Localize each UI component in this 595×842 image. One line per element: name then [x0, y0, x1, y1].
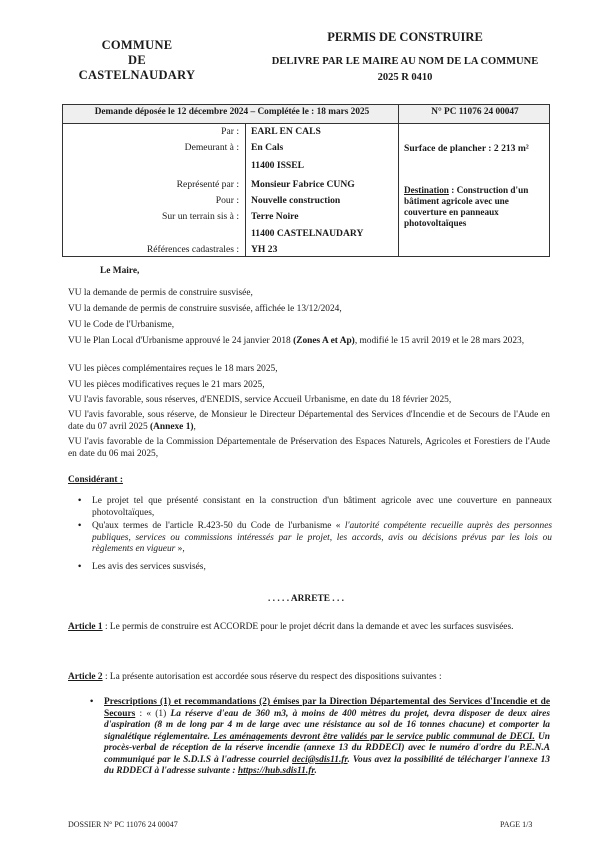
url-link[interactable]: https://hub.sdis11.fr	[237, 766, 315, 776]
considerant-item: • Le projet tel que présenté consistant en la construction d'un bâtiment agricole avec une couverture en panneaux photovoltaïques,	[92, 496, 552, 519]
vu-line: VU la demande de permis de construire susvisée,	[68, 288, 253, 298]
row-value: En Cals	[251, 142, 284, 153]
presc-text: Un procès-verbal de réception de la réserve incendie (annexe 13 du RDDECI) avec le numéro d'ordre du P.E.N.A communiqué par le S.D.I.S à l'adresse courriel	[104, 731, 550, 765]
demande-date: Demande déposée le 12 décembre 2024 – Complétée le : 18 mars 2025	[94, 107, 370, 117]
presc-text: : « (1)	[135, 708, 171, 719]
row-value: EARL EN CALS	[251, 126, 321, 137]
vu-line: VU la demande de permis de construire susvisée, affichée le 13/12/2024,	[68, 304, 342, 314]
permit-number: 2025 R 0410	[377, 72, 433, 83]
pc-number: N° PC 11076 24 00047	[431, 107, 519, 117]
presc-text: Les aménagements devront être validés par le service public communal de DECI.	[210, 731, 535, 742]
considerant-item	[92, 521, 552, 556]
plu-text: , modifié le 15 avril 2019 et le 28 mars 2023,	[354, 336, 525, 346]
row-label: Représenté par :	[176, 179, 239, 190]
document-subtitle	[240, 54, 570, 86]
destination-label: Destination	[404, 185, 449, 195]
le-maire: Le Maire,	[100, 266, 140, 276]
article-1	[68, 622, 550, 634]
row-value: Monsieur Fabrice CUNG	[251, 179, 355, 190]
presc-text: .	[314, 766, 317, 776]
plu-zones: (Zones A et Ap)	[293, 336, 355, 346]
commune-name	[62, 38, 212, 83]
considerant-heading: Considérant :	[68, 475, 123, 485]
row-value: 11400 ISSEL	[251, 160, 305, 171]
arrete-heading: . . . . . ARRETE . . .	[267, 594, 345, 604]
table-divider	[245, 123, 246, 256]
presc-text: La réserve d'eau de 360 m3, à moins de 400 mètres du projet, devra disposer de deux aires d'aspiration (8 m de long par 4 m de large avec une résistance au sol de 16 tonnes chacune) et comporter la signalétique réglementaire.	[104, 708, 550, 742]
vu-line: VU le Code de l'Urbanisme,	[68, 320, 175, 330]
footer-page: PAGE 1/3	[500, 820, 533, 829]
row-label: Par :	[221, 126, 239, 137]
article-text: : Le permis de construire est ACCORDE pour le projet décrit dans la demande et avec les surfaces susvisées.	[102, 622, 514, 632]
article-label: Article 1	[68, 622, 103, 632]
row-label: Références cadastrales :	[146, 244, 239, 255]
vu-sdis	[68, 410, 550, 433]
surface-plancher: Surface de plancher : 2 213 m²	[404, 143, 529, 154]
commune-line: COMMUNE	[101, 38, 173, 52]
article-text: : La présente autorisation est accordée sous réserve du respect des dispositions suivantes :	[102, 672, 442, 682]
table-divider	[398, 105, 399, 256]
vu-plu	[68, 336, 550, 348]
row-value: Terre Noire	[251, 211, 299, 222]
article-label: Article 2	[68, 672, 103, 682]
vu-line: VU les pièces modificatives reçues le 21 mars 2025,	[68, 380, 265, 390]
vu-line: VU l'avis favorable, sous réserves, d'ENEDIS, service Accueil Urbanisme, en date du 18 février 2025,	[68, 395, 452, 405]
considerant-item: • Les avis des services susvisés,	[92, 562, 552, 574]
row-label: Sur un terrain sis à :	[161, 211, 239, 222]
article-2	[68, 672, 550, 684]
plu-text: VU le Plan Local d'Urbanisme approuvé le 24 janvier 2018	[68, 336, 294, 346]
row-value: 11400 CASTELNAUDARY	[251, 228, 364, 239]
presc-title: Prescriptions (1) et recommandations (2) émises par la Direction Départemental des Services d'Incendie et de Secours	[104, 697, 550, 719]
destination	[404, 185, 547, 229]
footer-dossier: DOSSIER N° PC 11076 24 00047	[68, 820, 178, 829]
row-value: Nouvelle construction	[251, 195, 341, 206]
vu-cdpenaf: VU l'avis favorable de la Commission Départementale de Préservation des Espaces Naturels, Agricoles et Forestiers de l'Aude en date du 06 mai 2025,	[68, 437, 550, 459]
destination-text: : Construction d'un bâtiment agricole avec une couverture en panneaux photovoltaïques	[404, 185, 529, 228]
sdis-text: ,	[193, 421, 196, 432]
prescriptions-item	[104, 697, 550, 778]
commune-line: DE	[128, 53, 146, 67]
vu-line: VU les pièces complémentaires reçues le 18 mars 2025,	[68, 364, 278, 374]
row-label: Demeurant à :	[184, 142, 239, 153]
annex-ref: (Annexe 1)	[150, 421, 194, 432]
row-value: YH 23	[251, 244, 278, 255]
sdis-text: VU l'avis favorable, sous réserve, de Monsieur le Directeur Départemental des Services d'Incendie et de Secours de l'Aude en date du 07 avril 2025	[68, 410, 550, 432]
commune-line: CASTELNAUDARY	[78, 68, 196, 82]
cons-text: »,	[175, 544, 185, 554]
permit-info-table	[62, 104, 550, 257]
document-title: PERMIS DE CONSTRUIRE	[327, 30, 483, 44]
email-link[interactable]: deci@sdis11.fr	[292, 754, 348, 765]
subtitle-line: DELIVRE PAR LE MAIRE AU NOM DE LA COMMUNE	[271, 56, 539, 67]
presc-text: . Vous avez la possibilité de télécharger l'annexe 13 du RDDECI à l'adresse suivante :	[104, 754, 550, 776]
cons-quote: l'autorité compétente recueille auprès des personnes publiques, services ou commissions intéressés par le projet, les accords, avis ou décisions prévus par les lois ou règlements en vigueur	[92, 521, 553, 554]
cons-text: Qu'aux termes de l'article R.423-50 du Code de l'urbanisme «	[92, 521, 345, 531]
row-label: Pour :	[215, 195, 239, 206]
